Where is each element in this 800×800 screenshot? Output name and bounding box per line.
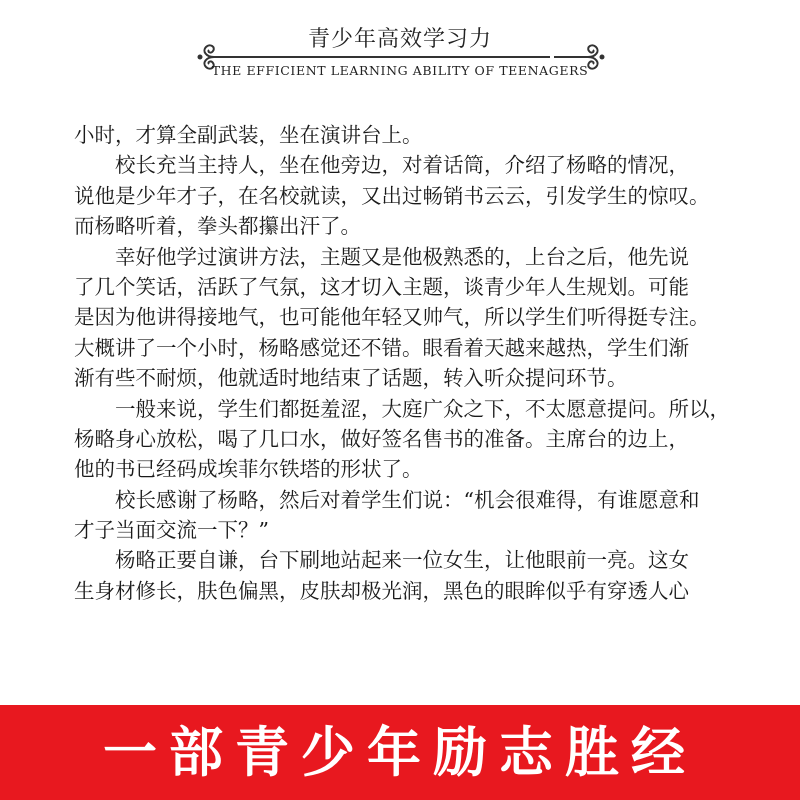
text-line: 他的书已经码成埃菲尔铁塔的形状了。: [74, 457, 423, 482]
body-text: [74, 120, 734, 606]
promo-banner-text: 一部青少年励志胜经: [103, 721, 697, 784]
text-line: 校长感谢了杨略，然后对着学生们说：“机会很难得，有谁愿意和: [115, 487, 700, 512]
book-title: 青少年高效学习力: [307, 27, 492, 52]
text-line: 一般来说，学生们都挺羞涩，大庭广众之下，不太愿意提问。所以，: [115, 396, 730, 421]
text-line: 大概讲了一个小时，杨略感觉还不错。眼看着天越来越热，学生们渐: [74, 335, 689, 360]
text-line: 幸好他学过演讲方法，主题又是他极熟悉的，上台之后，他先说: [115, 244, 689, 269]
book-english-subtitle: THE EFFICIENT LEARNING ABILITY OF TEENAGERS: [211, 63, 589, 78]
text-line: 是因为他讲得接地气，也可能他年轻又帅气，所以学生们听得挺专注。: [74, 305, 710, 330]
text-line: 说他是少年才子，在名校就读，又出过畅销书云云，引发学生的惊叹。: [74, 183, 710, 208]
text-line: 渐有些不耐烦，他就适时地结束了话题，转入听众提问环节。: [74, 366, 628, 391]
text-line: 小时，才算全副武装，坐在演讲台上。: [74, 123, 423, 147]
text-line: 而杨略听着，拳头都攥出汗了。: [74, 214, 361, 239]
text-line: 校长充当主持人，坐在他旁边，对着话筒，介绍了杨略的情况，: [115, 153, 689, 178]
text-line: 才子当面交流一下？”: [74, 518, 269, 543]
promo-banner: [0, 705, 800, 800]
text-line: 生身材修长，肤色偏黑，皮肤却极光润，黑色的眼眸似乎有穿透人心: [74, 578, 689, 603]
header-divider: [248, 56, 550, 58]
page-header: [0, 0, 800, 110]
text-line: 杨略身心放松，喝了几口水，做好签名售书的准备。主席台的边上，: [74, 426, 689, 451]
text-line: 了几个笑话，活跃了气氛，这才切入主题，谈青少年人生规划。可能: [74, 274, 689, 299]
text-line: 杨略正要自谦，台下刷地站起来一位女生，让他眼前一亮。这女: [115, 548, 689, 573]
